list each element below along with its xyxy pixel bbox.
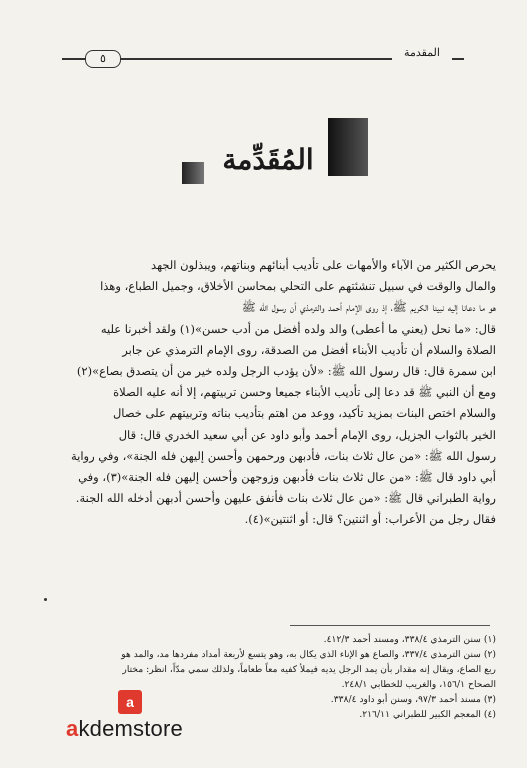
body-line: هو ما دعانا إليه نبينا الكريم ﷺ، إذ روى الإمام أحمد والترمذي أن رسول الله ﷺ — [241, 300, 496, 315]
body-line: الصلاة والسلام أن تأديب الأبناء أفضل من الصدقة، روى الإمام الترمذي عن جابر — [122, 342, 496, 357]
brand-name — [66, 716, 216, 742]
footnote-line: ربع الصاع، ويقال إنه مقدار بأن يمد الرجل يديه فيملأ كفيه معاً طعاماً، ولذلك سمي مدّاً، انظر: مختار — [122, 664, 496, 675]
body-line: ابن سمرة قال: قال رسول الله ﷺ: «لأن يؤدب الرجل ولده خير من أن يتصدق بصاع»(٢) — [76, 364, 496, 379]
running-title: المقدمة — [392, 46, 452, 62]
footnote-rule — [290, 625, 490, 626]
body-line: فقال رجل من الأعراب: أو اثنتين؟ قال: أو اثنتين»(٤). — [244, 512, 496, 527]
body-line: قال: «ما نحل (يعني ما أعطى) والد ولده أفضل من أدب حسن»(١) ولقد أخبرنا عليه — [100, 321, 496, 336]
brand-first-letter: a — [66, 716, 79, 741]
body-line: ومع أن النبي ﷺ قد دعا إلى تأديب الأبناء جميعا وحسن تربيتهم، إلا أنه عليه الصلاة — [113, 385, 496, 400]
footnote-line: (٢) سنن الترمذي ٣٣٧/٤، والصاع هو الإناء الذي يكال به، وهو يتسع لأربعة أمداد مفردها مد، والمد هو — [121, 649, 496, 660]
body-line: يحرص الكثير من الآباء والأمهات على تأديب أبنائهم وبناتهم، ويبذلون الجهد — [151, 258, 496, 272]
chapter-title: المُقَدِّمة — [208, 140, 328, 180]
body-line: رسول الله ﷺ: «من عال ثلاث بنات، فأدبهن ورحمهن وأحسن إليهن فله الجنة»، وفي رواية — [70, 448, 496, 463]
body-line: الخير بالثواب الجزيل، روى الإمام أحمد وأبو داود عن أبي سعيد الخدري قال: قال — [118, 427, 496, 442]
footnote-line: الصحاح ١٥٦/١، والغريب للخطابي ٢٤٨/١. — [341, 679, 496, 690]
print-speck — [44, 598, 47, 601]
footnote-line: (١) سنن الترمذي ٣٣٨/٤، ومسند أحمد ٤١٢/٣. — [323, 634, 496, 645]
shopping-bag-icon: a — [118, 690, 142, 714]
body-line: أبي داود قال ﷺ: «من عال ثلاث بنات فأدبهن وزوجهن وأحسن إليهن فله الجنة»(٣)، وفي — [78, 470, 496, 485]
body-line: رواية الطبراني قال ﷺ: «من عال ثلاث بنات فأنفق عليهن وأحسن أدبهن أدخله الله الجنة. — [75, 491, 496, 506]
title-ornament-block — [328, 118, 368, 176]
title-ornament-square — [182, 162, 204, 184]
body-line: والمال والوقت في سبيل تنشئتهم على التحلي بمحاسن الأخلاق، وجميل الطباع، وهذا — [100, 279, 496, 294]
footnote-line: (٣) مسند أحمد ٩٧/٣، وسنن أبو داود ٣٣٨/٤. — [330, 694, 496, 705]
body-text — [36, 255, 496, 595]
page-number: ٥ — [85, 50, 121, 68]
akdemstore-logo — [66, 690, 216, 750]
brand-rest: kdemstore — [78, 716, 183, 741]
body-line: والسلام اختص البنات بمزيد تأكيد، ووعد من اهتم بتأديب بناته وتربيتهم على خصال — [112, 406, 496, 421]
footnote-line: (٤) المعجم الكبير للطبراني ٢١٦/١١. — [359, 709, 496, 720]
